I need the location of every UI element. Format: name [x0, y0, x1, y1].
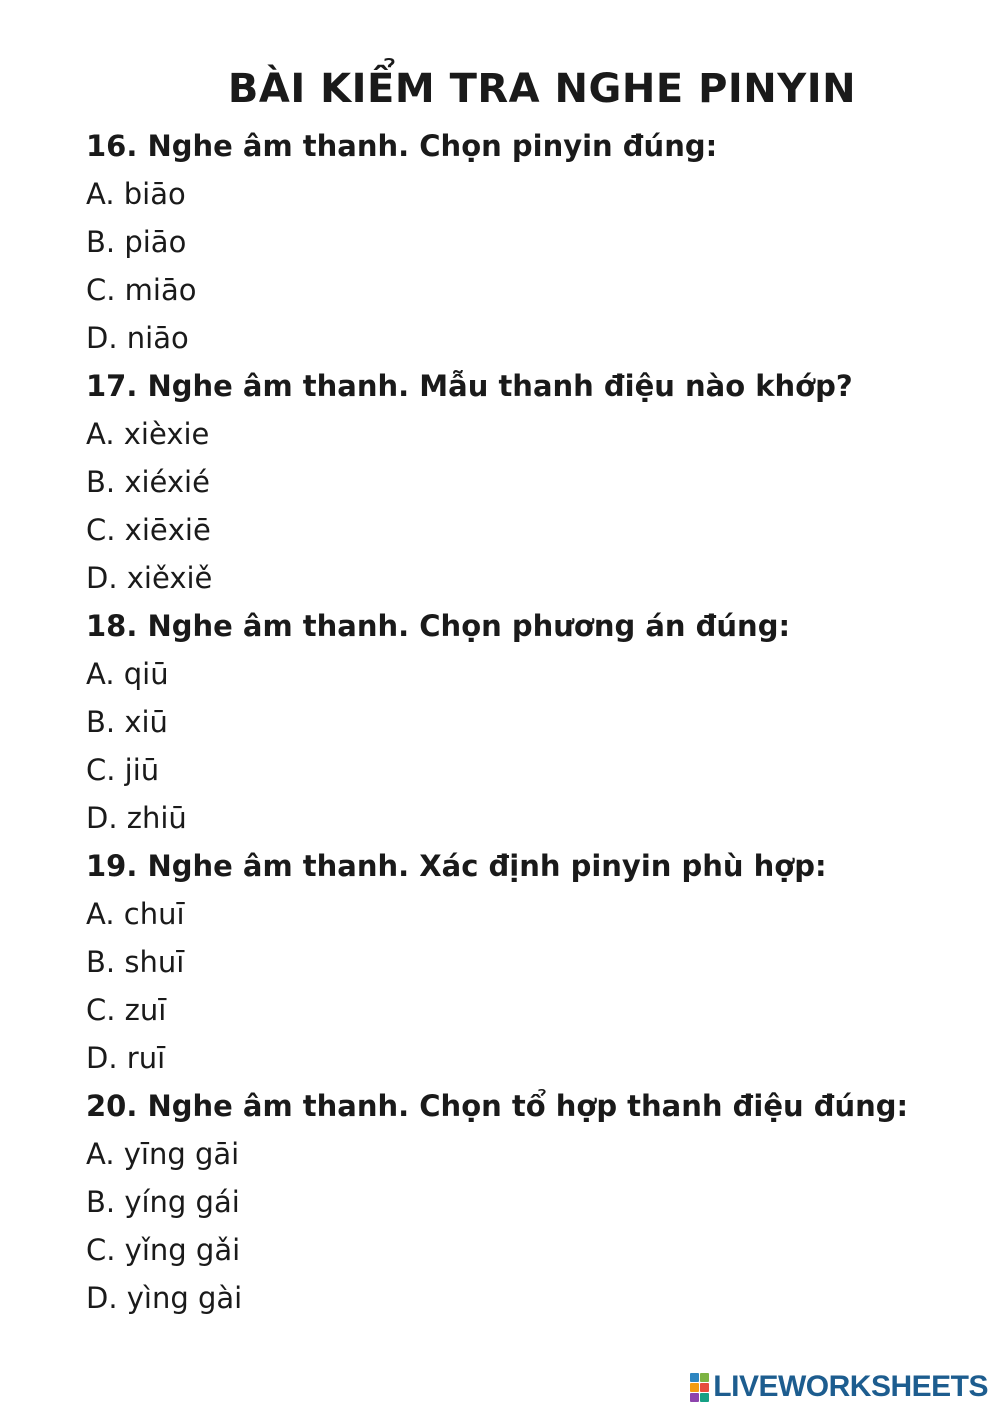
option-a[interactable]: A. xièxie — [86, 417, 210, 451]
option-b[interactable]: B. shuī — [86, 945, 185, 979]
option-a[interactable]: A. chuī — [86, 897, 185, 931]
question-18 — [86, 602, 980, 842]
option-c[interactable]: C. miāo — [86, 273, 197, 307]
option-c[interactable]: C. jiū — [86, 753, 160, 787]
option-a[interactable]: A. qiū — [86, 657, 169, 691]
question-text: 19. Nghe âm thanh. Xác định pinyin phù hợp: — [86, 849, 827, 883]
logo-block — [700, 1383, 709, 1392]
logo-block — [700, 1373, 709, 1382]
question-17 — [86, 362, 980, 602]
option-a[interactable]: A. yīng gāi — [86, 1137, 240, 1171]
logo-block — [690, 1373, 699, 1382]
option-d[interactable]: D. niāo — [86, 321, 189, 355]
logo-mark-icon — [690, 1373, 709, 1402]
option-c[interactable]: C. yǐng gǎi — [86, 1233, 241, 1267]
option-b[interactable]: B. xiū — [86, 705, 168, 739]
question-text: 18. Nghe âm thanh. Chọn phương án đúng: — [86, 609, 791, 643]
option-d[interactable]: D. zhiū — [86, 801, 187, 835]
liveworksheets-logo[interactable] — [690, 1370, 988, 1404]
option-d[interactable]: D. ruī — [86, 1041, 166, 1075]
question-16 — [86, 122, 980, 362]
option-b[interactable]: B. xiéxié — [86, 465, 210, 499]
logo-block — [690, 1383, 699, 1392]
option-a[interactable]: A. biāo — [86, 177, 186, 211]
option-b[interactable]: B. piāo — [86, 225, 187, 259]
option-d[interactable]: D. yìng gài — [86, 1281, 243, 1315]
logo-block — [690, 1393, 699, 1402]
page-title: BÀI KIỂM TRA NGHE PINYIN — [227, 66, 857, 112]
question-text: 16. Nghe âm thanh. Chọn pinyin đúng: — [86, 129, 718, 163]
question-text: 17. Nghe âm thanh. Mẫu thanh điệu nào khớp? — [86, 369, 853, 403]
option-d[interactable]: D. xiěxiě — [86, 561, 213, 595]
question-list — [86, 122, 980, 1322]
option-b[interactable]: B. yíng gái — [86, 1185, 240, 1219]
option-c[interactable]: C. zuī — [86, 993, 167, 1027]
question-20 — [86, 1082, 980, 1322]
question-text: 20. Nghe âm thanh. Chọn tổ hợp thanh điệu đúng: — [86, 1089, 909, 1123]
question-19 — [86, 842, 980, 1082]
option-c[interactable]: C. xiēxiē — [86, 513, 211, 547]
logo-text: LIVEWORKSHEETS — [713, 1370, 988, 1403]
logo-block — [700, 1393, 709, 1402]
